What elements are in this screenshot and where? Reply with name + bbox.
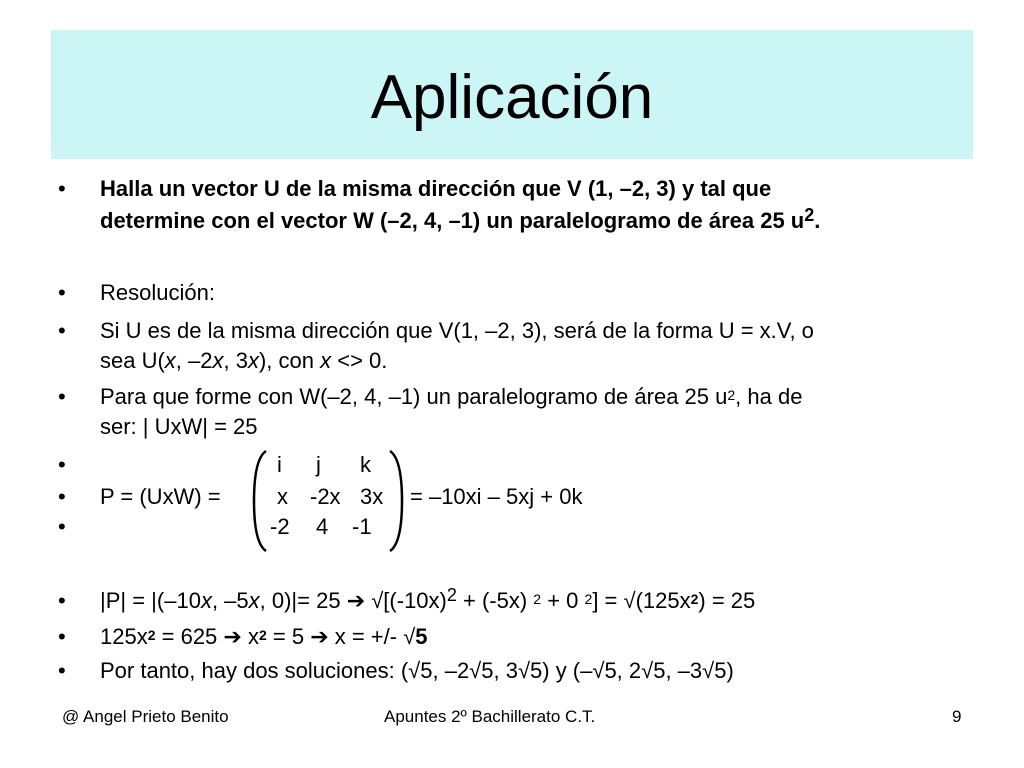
bullet-marker: • — [58, 624, 66, 649]
matrix-cell: x — [277, 484, 288, 509]
form-line-2: sea U(x, –2x, 3x), con x <> 0. — [100, 348, 388, 373]
bullet-marker: • — [58, 318, 66, 343]
arrow-right-icon: ➔ — [310, 624, 329, 649]
area-line-1: Para que forme con W(–2, 4, –1) un paralelogramo de área 25 $u^2$, ha de — [100, 384, 803, 409]
matrix-cell: 3x — [360, 484, 384, 509]
bullet-marker: • — [58, 280, 66, 305]
bullet-marker: • — [58, 658, 66, 683]
bullet-marker: • — [58, 452, 66, 477]
slide-title: Aplicación — [370, 63, 654, 132]
bullet-marker: • — [58, 484, 66, 509]
arrow-right-icon: ➔ — [346, 588, 366, 613]
matrix-cell: 4 — [316, 514, 329, 539]
matrix-cell: k — [360, 452, 371, 477]
solutions-line: Por tanto, hay dos soluciones: (√5, –2√5, 3√5) y (–√5, 2√5, –3√5) — [100, 658, 734, 683]
problem-statement-line-2: determine con el vector W (–2, 4, –1) un paralelogramo de área 25 $u^2$. — [100, 205, 821, 233]
form-line-1: Si U es de la misma dirección que V(1, –2, 3), será de la forma U = x.V, o — [100, 318, 814, 343]
bullet-marker: • — [58, 514, 66, 539]
matrix-cell: j — [316, 452, 321, 477]
area-line-2: ser: | UxW| = 25 — [100, 414, 258, 439]
matrix-cell: -2x — [310, 484, 341, 509]
resolution-heading: Resolución: — [100, 280, 215, 305]
solve-equation: $125x^2 = 625$ ➔ $x^2 = 5$ ➔ x = +/- √5 — [100, 624, 428, 649]
cross-product-result: = –10xi – 5xj + 0k — [410, 484, 583, 509]
arrow-right-icon: ➔ — [223, 624, 242, 649]
problem-statement-line-1: Halla un vector U de la misma dirección que V (1, –2, 3) y tal que — [100, 176, 772, 201]
matrix-cell: i — [277, 452, 282, 477]
footer-course: Apuntes 2º Bachillerato C.T. — [384, 707, 596, 726]
matrix-right-paren-icon — [388, 449, 404, 553]
bullet-marker: • — [58, 384, 66, 409]
footer-author: @ Angel Prieto Benito — [62, 707, 229, 726]
bullet-marker: • — [58, 176, 66, 201]
matrix-cell: -1 — [352, 514, 372, 539]
matrix-cell: -2 — [270, 514, 290, 539]
cross-product-label: P = (UxW) = — [100, 484, 221, 509]
bullet-marker: • — [58, 588, 66, 613]
footer-page-number: 9 — [952, 707, 962, 726]
matrix-left-paren-icon — [252, 449, 268, 553]
norm-equation: |P| = |(–10x, –5x, 0)|= 25 ➔ $√[(-10x)^2 + (-5x) ^2 + 0$ $^2] = √(125x^2) = 25$ — [100, 585, 756, 613]
